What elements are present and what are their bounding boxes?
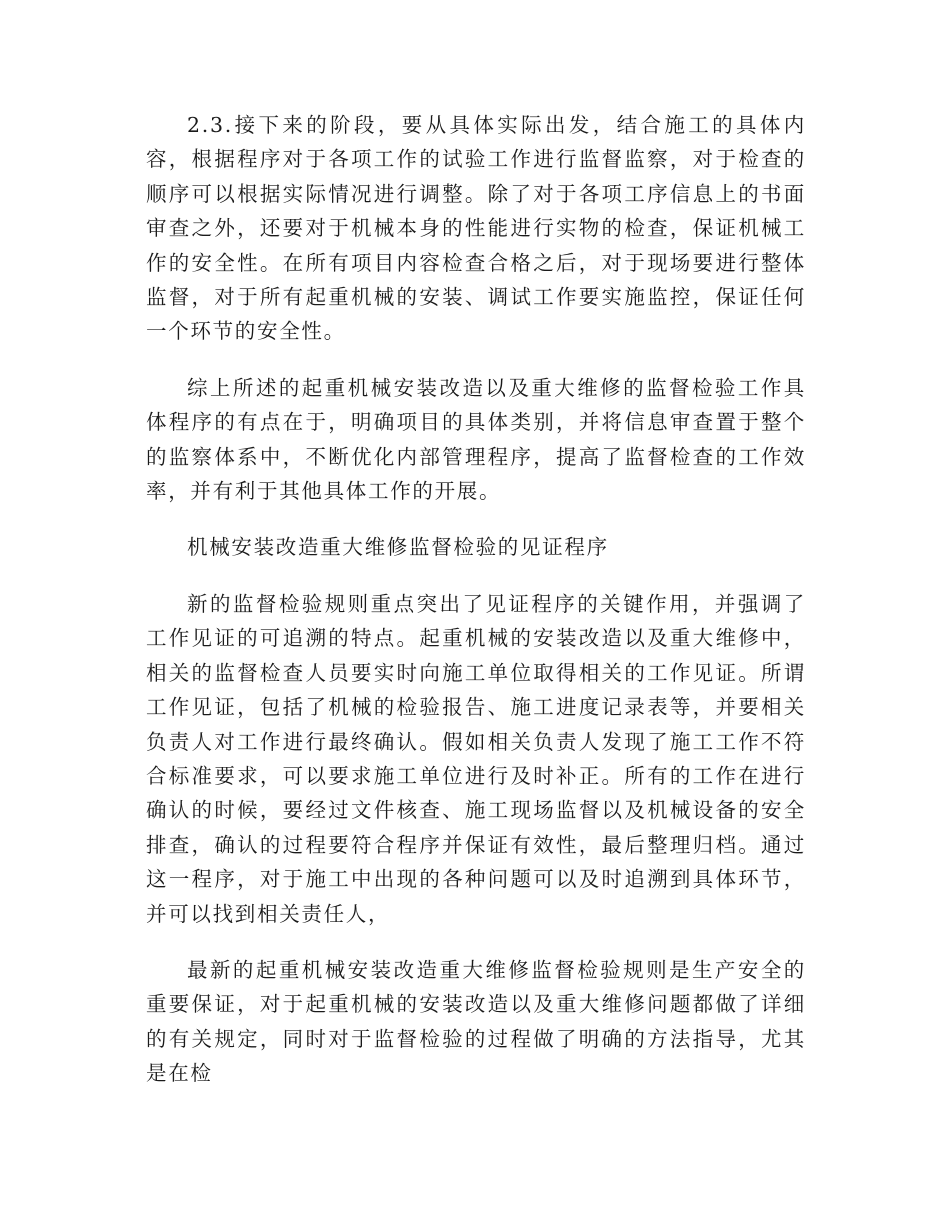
paragraph-2-3-inspection-stage: 2.3.接下来的阶段，要从具体实际出发，结合施工的具体内容，根据程序对于各项工作的试验工作进行监督监察，对于检查的顺序可以根据实际情况进行调整。除了对于各项工序信息上的书面审查之外，还要对于机械本身的性能进行实物的检查，保证机械工作的安全性。在所有项目内容检查合格之后，对于现场要进行整体监督，对于所有起重机械的安装、调试工作要实施监控，保证任何一个环节的安全性。 <box>146 113 806 344</box>
document-page <box>146 108 806 1113</box>
paragraph-witness-procedure: 新的监督检验规则重点突出了见证程序的关键作用，并强调了工作见证的可追溯的特点。起重机械的安装改造以及重大维修中，相关的监督检查人员要实时向施工单位取得相关的工作见证。所谓工作见证，包括了机械的检验报告、施工进度记录表等，并要相关负责人对工作进行最终确认。假如相关负责人发现了施工工作不符合标准要求，可以要求施工单位进行及时补正。所有的工作在进行确认的时候，要经过文件核查、施工现场监督以及机械设备的安全排查，确认的过程要符合程序并保证有效性，最后整理归档。通过这一程序，对于施工中出现的各种问题可以及时追溯到具体环节，并可以找到相关责任人， <box>146 591 806 926</box>
paragraph-summary: 综上所述的起重机械安装改造以及重大维修的监督检验工作具体程序的有点在于，明确项目的具体类别，并将信息审查置于整个的监察体系中，不断优化内部管理程序，提高了监督检查的工作效率，并有利于其他具体工作的开展。 <box>146 375 806 504</box>
paragraph-latest-rules: 最新的起重机械安装改造重大维修监督检验规则是生产安全的重要保证，对于起重机械的安装改造以及重大维修问题都做了详细的有关规定，同时对于监督检验的过程做了明确的方法指导，尤其是在检 <box>146 957 806 1086</box>
section-heading-witness-procedure: 机械安装改造重大维修监督检验的见证程序 <box>187 535 609 560</box>
